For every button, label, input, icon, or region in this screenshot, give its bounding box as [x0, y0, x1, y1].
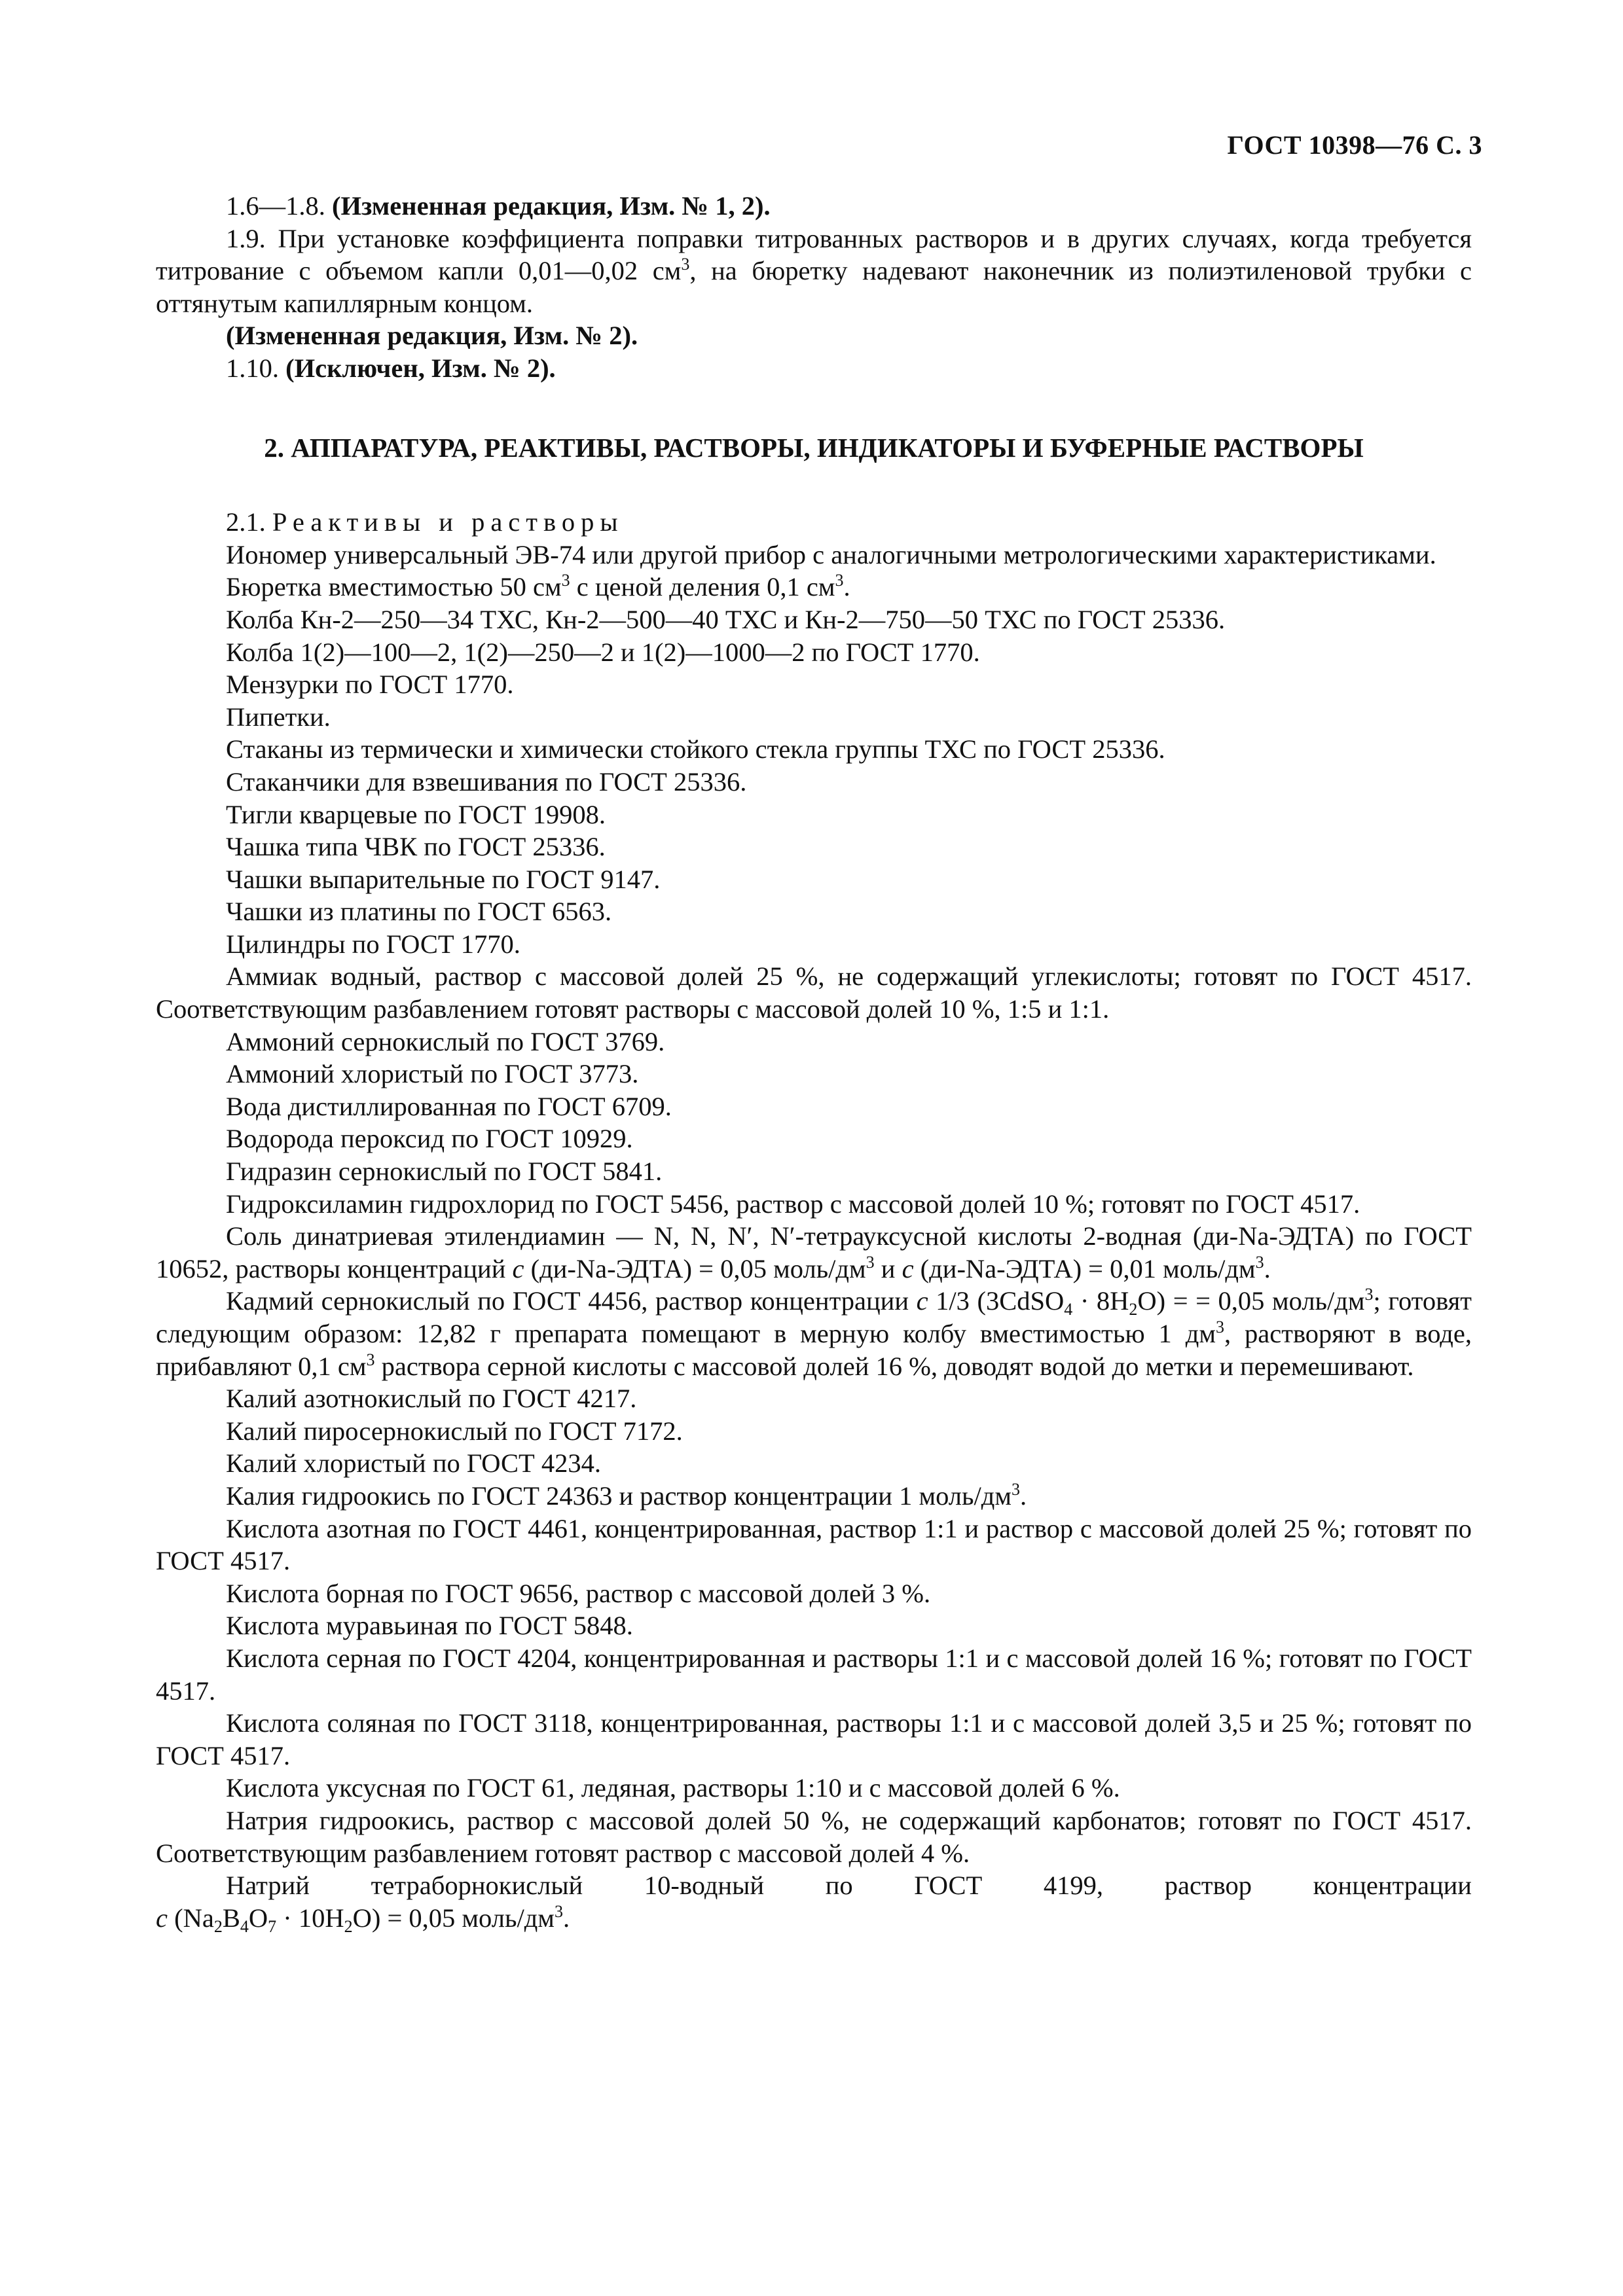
- superscript: 3: [1011, 1479, 1020, 1499]
- list-item: [156, 571, 1472, 603]
- subscript: 2: [1129, 1300, 1138, 1319]
- page-header: ГОСТ 10398—76 С. 3: [1227, 130, 1482, 160]
- italic-c: c: [156, 1903, 168, 1933]
- paragraph-1-10: [156, 352, 1472, 385]
- subsection-2-1: [156, 506, 1472, 539]
- list-item: Натрий тетраборнокислый 10-водный по ГОСТ 4199, раствор концентрации: [226, 1871, 1472, 1901]
- list-item: [156, 1480, 1472, 1513]
- document-body: [156, 190, 1472, 1934]
- list-item: Стаканчики для взвешивания по ГОСТ 25336.: [226, 766, 747, 797]
- list-item: Натрия гидроокись, раствор с массовой долей 50 %, не содержащий карбонатов; готовят по ГОСТ 4517. Соответствующим разбавлением готовят раствор с массовой долей 4 %.: [156, 1805, 1472, 1868]
- amendment-note: (Измененная редакция, Изм. № 2).: [226, 321, 638, 351]
- paragraph-1-9: [156, 223, 1472, 320]
- text-run: 1.9. При установке коэффициента поправки титрованных растворов и в других случаях, когда требуется титрование с объемом капли 0,01—0,02 см: [156, 223, 1472, 286]
- subscript: 2: [213, 1916, 223, 1936]
- list-item: Кислота борная по ГОСТ 9656, раствор с массовой долей 3 %.: [226, 1578, 931, 1608]
- list-item: Вода дистиллированная по ГОСТ 6709.: [226, 1091, 672, 1121]
- text-run: .: [843, 572, 850, 602]
- list-item: Гидразин сернокислый по ГОСТ 5841.: [226, 1157, 663, 1187]
- list-item: Колба Кн-2—250—34 ТХС, Кн-2—500—40 ТХС и Кн-2—750—50 ТХС по ГОСТ 25336.: [226, 604, 1226, 634]
- clause-number: 1.10.: [226, 353, 279, 383]
- text-run: (ди-Na-ЭДТА) = 0,01 моль/дм: [913, 1253, 1256, 1283]
- list-item: Мензурки по ГОСТ 1770.: [226, 670, 514, 700]
- text-run: , на бюретку надевают наконечник из полиэтиленовой трубки с оттянутым капиллярным концом.: [156, 256, 1472, 318]
- subscript: 7: [268, 1916, 277, 1936]
- superscript: 3: [1215, 1318, 1224, 1336]
- list-item: Калий пиросернокислый по ГОСТ 7172.: [226, 1416, 683, 1446]
- list-item: Чашки выпарительные по ГОСТ 9147.: [226, 864, 661, 894]
- list-item: Калий хлористый по ГОСТ 4234.: [226, 1448, 602, 1479]
- text-run: 1/3 (3CdSO: [928, 1286, 1065, 1316]
- text-run: раствора серной кислоты с массовой долей 16 %, доводят водой до метки и перемешивают.: [374, 1351, 1414, 1381]
- list-item: Аммоний сернокислый по ГОСТ 3769.: [226, 1026, 665, 1056]
- italic-c: c: [902, 1253, 914, 1283]
- italic-c: c: [916, 1286, 928, 1316]
- superscript: 3: [681, 255, 690, 274]
- list-item: Иономер универсальный ЭВ-74 или другой прибор с аналогичными метрологическими характеристиками.: [226, 539, 1436, 569]
- list-item: Чашка типа ЧВК по ГОСТ 25336.: [226, 832, 606, 862]
- list-item: Стаканы из термически и химически стойкого стекла группы ТХС по ГОСТ 25336.: [226, 734, 1165, 764]
- amendment-note: (Измененная редакция, Изм. № 1, 2).: [332, 191, 771, 221]
- list-item: Чашки из платины по ГОСТ 6563.: [226, 897, 612, 927]
- subscript: 4: [1064, 1300, 1073, 1319]
- list-item: Аммиак водный, раствор с массовой долей 25 %, не содержащий углекислоты; готовят по ГОСТ 4517. Соответствующим разбавлением готовят растворы с массовой долей 10 %, 1:5 и 1:1.: [156, 961, 1472, 1024]
- clause-number: 1.6—1.8.: [226, 191, 325, 221]
- text-run: ; готовят следующим образом: 12,82 г препарата помещают в мерную колбу вместимостью 1 дм: [156, 1286, 1472, 1348]
- superscript: 3: [561, 571, 570, 590]
- text-run: , растворяют в воде, прибавляют 0,1 см: [156, 1319, 1472, 1381]
- list-item: Тигли кварцевые по ГОСТ 19908.: [226, 799, 606, 829]
- subscript: 2: [344, 1916, 353, 1936]
- text-run: O) = = 0,05 моль/дм: [1137, 1286, 1365, 1316]
- list-item: Колба 1(2)—100—2, 1(2)—250—2 и 1(2)—1000—2 по ГОСТ 1770.: [226, 637, 980, 667]
- list-item: [156, 1220, 1472, 1285]
- list-item: Цилиндры по ГОСТ 1770.: [226, 929, 520, 959]
- superscript: 3: [866, 1252, 875, 1272]
- superscript: 3: [366, 1350, 375, 1369]
- text-run: · 8H: [1072, 1286, 1129, 1316]
- text-run: Калия гидроокись по ГОСТ 24363 и раствор концентрации 1 моль/дм: [226, 1480, 1012, 1511]
- clause-number: 2.1.: [226, 507, 266, 537]
- list-item: Кислота муравьиная по ГОСТ 5848.: [226, 1611, 633, 1641]
- text-run: · 10H: [276, 1903, 344, 1933]
- list-item: Пипетки.: [226, 702, 331, 732]
- list-item: Кислота соляная по ГОСТ 3118, концентрированная, растворы 1:1 и с массовой долей 3,5 и 25 %; готовят по ГОСТ 4517.: [156, 1708, 1472, 1770]
- formula-line: [156, 1902, 1472, 1935]
- text-run: O: [248, 1903, 268, 1933]
- list-item: Кислота уксусная по ГОСТ 61, ледяная, растворы 1:10 и с массовой долей 6 %.: [226, 1773, 1120, 1803]
- text-run: (ди-Na-ЭДТА) = 0,05 моль/дм: [524, 1253, 866, 1283]
- paragraph-1-6: [156, 190, 1472, 223]
- list-item: Кислота серная по ГОСТ 4204, концентрированная и растворы 1:1 и с массовой долей 16 %; готовят по ГОСТ 4517.: [156, 1643, 1472, 1706]
- text-run: Бюретка вместимостью 50 см: [226, 572, 562, 602]
- amendment-note: (Исключен, Изм. № 2).: [285, 353, 556, 383]
- list-item: Аммоний хлористый по ГОСТ 3773.: [226, 1059, 639, 1089]
- subscript: 4: [240, 1916, 249, 1936]
- superscript: 3: [835, 571, 844, 590]
- text-run: Кадмий сернокислый по ГОСТ 4456, раствор концентрации: [226, 1286, 917, 1316]
- list-item: [156, 1285, 1472, 1382]
- subsection-title: Реактивы и растворы: [272, 507, 624, 537]
- text-run: и: [874, 1253, 902, 1283]
- text-run: .: [562, 1903, 570, 1933]
- section-title: 2. АППАРАТУРА, РЕАКТИВЫ, РАСТВОРЫ, ИНДИКАТОРЫ И БУФЕРНЫЕ РАСТВОРЫ: [264, 432, 1364, 463]
- text-run: Соль динатриевая этилендиамин — N, N, N′, N′-тетрауксусной кислоты 2-водная (ди-Na-ЭДТА) по ГОСТ 10652, растворы концентраций: [156, 1221, 1472, 1283]
- superscript: 3: [1364, 1285, 1374, 1304]
- list-item: Калий азотнокислый по ГОСТ 4217.: [226, 1384, 637, 1414]
- text-run: .: [1264, 1253, 1271, 1283]
- text-run: .: [1019, 1480, 1027, 1511]
- superscript: 3: [1255, 1252, 1264, 1272]
- list-item: Гидроксиламин гидрохлорид по ГОСТ 5456, раствор с массовой долей 10 %; готовят по ГОСТ 4517.: [226, 1189, 1360, 1219]
- italic-c: c: [512, 1253, 524, 1283]
- list-item: Кислота азотная по ГОСТ 4461, концентрированная, раствор 1:1 и раствор с массовой долей 25 %; готовят по ГОСТ 4517.: [156, 1513, 1472, 1576]
- text-run: O) = 0,05 моль/дм: [352, 1903, 555, 1933]
- list-item: Водорода пероксид по ГОСТ 10929.: [226, 1124, 633, 1154]
- text-run: (Na: [167, 1903, 214, 1933]
- text-run: B: [222, 1903, 240, 1933]
- superscript: 3: [554, 1901, 563, 1921]
- text-run: с ценой деления 0,1 см: [570, 572, 835, 602]
